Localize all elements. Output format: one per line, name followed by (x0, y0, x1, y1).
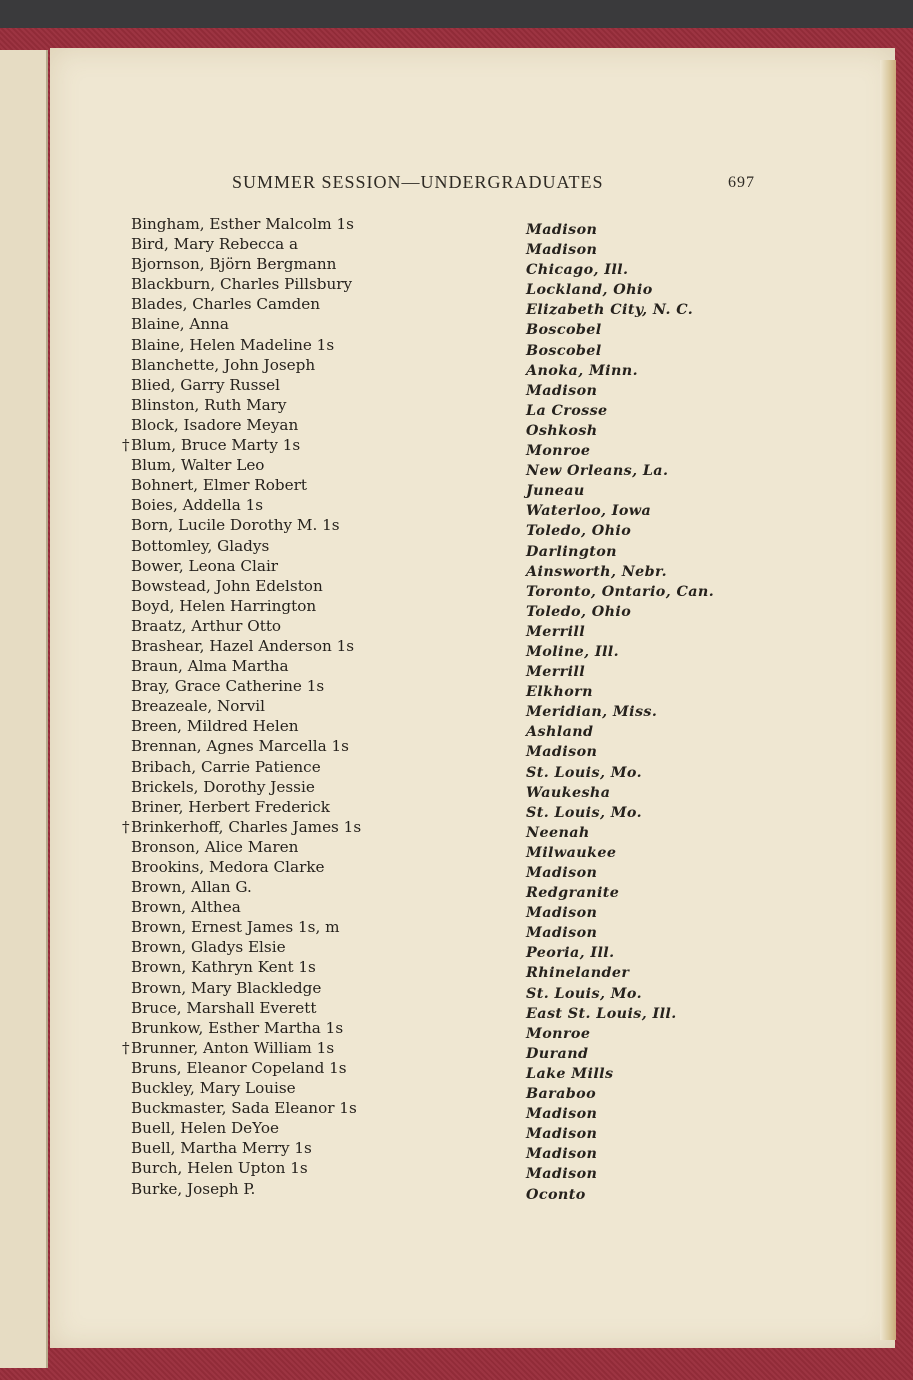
names-column (122, 214, 362, 1199)
student-name: Bohnert, Elmer Robert (131, 476, 307, 495)
student-hometown: Madison (526, 242, 598, 259)
student-name: Bruns, Eleanor Copeland 1s (131, 1058, 347, 1077)
student-name: †Brinkerhoff, Charles James 1s (122, 817, 362, 836)
student-name: Blaine, Helen Madeline 1s (131, 335, 335, 354)
student-hometown: Boscobel (526, 342, 602, 359)
student-name: Buell, Martha Merry 1s (131, 1139, 312, 1158)
student-name: Brown, Mary Blackledge (131, 978, 322, 997)
student-name: Bribach, Carrie Patience (131, 757, 321, 776)
student-hometown: Chicago, Ill. (526, 262, 629, 279)
student-name: Brookins, Medora Clarke (131, 858, 325, 876)
student-name: Buckmaster, Sada Eleanor 1s (131, 1099, 357, 1118)
student-name: Blinston, Ruth Mary (131, 395, 287, 414)
student-name: Brennan, Agnes Marcella 1s (131, 737, 349, 756)
student-name: Buell, Helen DeYoe (131, 1119, 279, 1138)
student-hometown: East St. Louis, Ill. (526, 1005, 677, 1022)
student-name: Blades, Charles Camden (131, 295, 320, 314)
student-hometown: Madison (526, 1166, 598, 1183)
student-hometown: Madison (526, 222, 598, 238)
student-name: Breazeale, Norvil (131, 697, 265, 716)
student-hometown: Boscobel (526, 322, 602, 339)
student-name: Brashear, Hazel Anderson 1s (131, 636, 355, 655)
student-hometown: Baraboo (526, 1086, 597, 1103)
student-hometown: Madison (526, 382, 598, 399)
student-name: †Brunner, Anton William 1s (122, 1038, 335, 1057)
student-hometown: St. Louis, Mo. (526, 764, 642, 781)
page-number: 697 (728, 174, 755, 191)
student-hometown: Waterloo, Iowa (526, 503, 652, 520)
student-hometown: Rhinelander (526, 965, 630, 982)
student-name: Brown, Kathryn Kent 1s (131, 958, 316, 977)
student-hometown: Madison (526, 865, 598, 881)
student-name: Buckley, Mary Louise (131, 1079, 296, 1098)
student-hometown: St. Louis, Mo. (526, 985, 642, 1002)
left-page-edge (0, 50, 48, 1368)
student-name: †Blum, Bruce Marty 1s (122, 436, 301, 455)
student-name: Brown, Althea (131, 898, 241, 917)
student-name: Bowstead, John Edelston (131, 576, 323, 595)
student-hometown: Merrill (526, 664, 586, 681)
student-hometown: Peoria, Ill. (526, 945, 615, 962)
student-name: Bower, Leona Clair (131, 556, 279, 575)
student-hometown: Lockland, Ohio (526, 282, 653, 299)
hometowns-column (526, 220, 714, 1205)
student-hometown: Madison (526, 1146, 598, 1163)
student-name: Brunkow, Esther Martha 1s (131, 1018, 344, 1037)
student-hometown: Neenah (526, 824, 590, 841)
student-hometown: Darlington (526, 543, 617, 560)
student-name: Brown, Ernest James 1s, m (131, 918, 340, 937)
student-name: Blackburn, Charles Pillsbury (131, 275, 353, 294)
student-name: Briner, Herbert Frederick (131, 797, 331, 816)
running-header: SUMMER SESSION—UNDERGRADUATES (232, 172, 604, 192)
student-name: Brickels, Dorothy Jessie (131, 777, 315, 796)
student-name: Braun, Alma Martha (131, 657, 289, 676)
student-hometown: Elizabeth City, N. C. (526, 302, 694, 319)
student-hometown: Madison (526, 744, 598, 761)
student-name: Bronson, Alice Maren (131, 837, 299, 856)
student-hometown: Oshkosh (526, 422, 598, 439)
student-hometown: Toledo, Ohio (526, 523, 632, 540)
student-hometown: Elkhorn (526, 684, 593, 701)
student-hometown: Oconto (526, 1186, 586, 1203)
student-hometown: Waukesha (526, 784, 611, 801)
student-name: Bruce, Marshall Everett (131, 998, 317, 1017)
student-name: Blaine, Anna (131, 315, 229, 334)
student-name: Bray, Grace Catherine 1s (131, 677, 325, 696)
student-hometown: Meridian, Miss. (526, 704, 658, 721)
student-hometown: St. Louis, Mo. (526, 804, 642, 821)
student-name: Bird, Mary Rebecca a (131, 235, 299, 254)
student-name: Boies, Addella 1s (131, 496, 264, 515)
student-hometown: Anoka, Minn. (526, 362, 638, 379)
student-hometown: Madison (526, 1126, 598, 1143)
student-name: Burch, Helen Upton 1s (131, 1159, 308, 1178)
student-hometown: Toledo, Ohio (526, 603, 632, 620)
student-hometown: Madison (526, 905, 598, 922)
student-name: Bingham, Esther Malcolm 1s (131, 215, 354, 233)
student-name: Boyd, Helen Harrington (131, 596, 317, 615)
page-edge-shadow (880, 60, 896, 1340)
student-hometown: Lake Mills (526, 1065, 614, 1082)
student-name: Braatz, Arthur Otto (131, 616, 282, 635)
student-hometown: Madison (526, 1106, 598, 1123)
student-hometown: Ashland (526, 724, 594, 741)
student-name: Bottomley, Gladys (131, 536, 270, 555)
student-name: Born, Lucile Dorothy M. 1s (131, 516, 340, 535)
student-name: Blum, Walter Leo (131, 456, 265, 475)
student-name: Brown, Gladys Elsie (131, 938, 286, 957)
student-hometown: Milwaukee (526, 844, 617, 861)
student-name: Bjornson, Björn Bergmann (131, 255, 337, 274)
student-hometown: Ainsworth, Nebr. (526, 563, 668, 580)
student-name: Burke, Joseph P. (131, 1179, 256, 1198)
student-hometown: Moline, Ill. (526, 643, 619, 660)
student-hometown: Durand (526, 1045, 589, 1062)
student-hometown: Juneau (526, 483, 585, 500)
student-name: Brown, Allan G. (131, 878, 252, 897)
student-hometown: Monroe (526, 443, 591, 460)
student-hometown: Merrill (526, 623, 586, 640)
student-name: Blanchette, John Joseph (131, 355, 316, 374)
student-hometown: Madison (526, 925, 598, 942)
student-hometown: La Crosse (526, 402, 608, 419)
student-hometown: Redgranite (526, 885, 620, 902)
student-name: Breen, Mildred Helen (131, 717, 299, 736)
student-hometown: Monroe (526, 1025, 591, 1042)
student-name: Blied, Garry Russel (131, 375, 281, 394)
student-name: Block, Isadore Meyan (131, 415, 299, 434)
student-hometown: Toronto, Ontario, Can. (526, 583, 715, 600)
student-hometown: New Orleans, La. (526, 463, 669, 480)
